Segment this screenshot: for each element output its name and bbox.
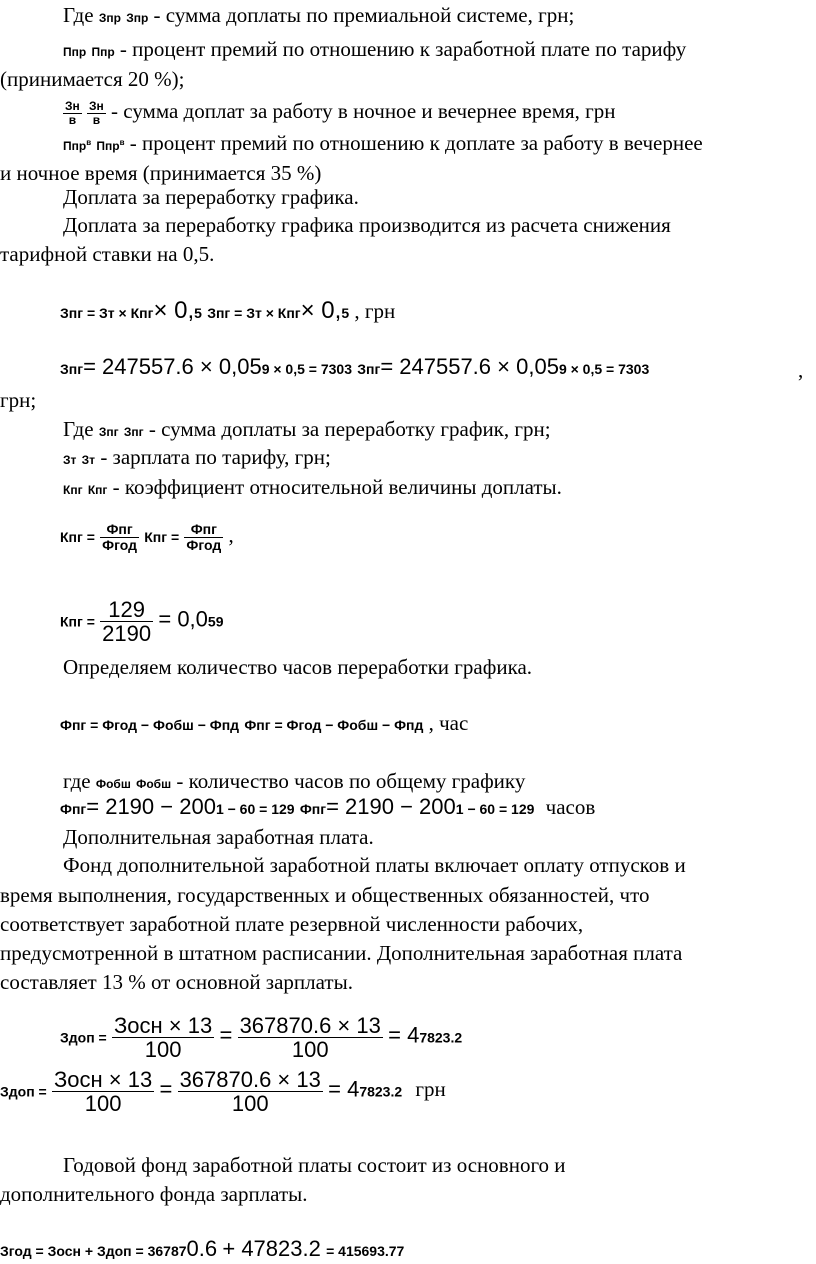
symbol-zt: Зт bbox=[81, 453, 96, 467]
formula-zgod: Згод = Зосн + Здоп = 367870.6 + 47823.2 = 415693.77 bbox=[0, 1236, 405, 1261]
formula-zdop-repeat: Здоп = $\frac{\text{Зосн × 13}}{100}$ = $\frac{367870.6 \times 13}{100}$ = 47823.2 грн bbox=[0, 1067, 446, 1117]
line-zpg-definition: Где Зпг Зпг - сумма доплаты за переработку график, грн; bbox=[63, 417, 551, 441]
unit-label: грн bbox=[415, 1077, 446, 1102]
text-line: Фонд дополнительной заработной платы включает оплату отпусков и bbox=[63, 853, 686, 877]
formula-zdop: Здоп = $\frac{\text{Зосн × 13}}{100}$ = $\frac{367870.6 \times 13}{100}$ = 47823.2 bbox=[60, 1013, 463, 1063]
line-ppr-definition bbox=[63, 36, 686, 65]
symbol-ppr: Ппр bbox=[91, 45, 115, 59]
symbol-kpg: Кпг bbox=[87, 483, 108, 497]
text-line: - процент премий по отношению к заработной плате по тарифу bbox=[119, 37, 687, 61]
text-line: время выполнения, государственных и общественных обязанностей, что bbox=[0, 883, 650, 907]
symbol-zpr: Зпр bbox=[98, 11, 121, 25]
line-zpr-definition bbox=[63, 2, 574, 31]
formula-fpg-calc: Фпг= 2190 − 2001 − 60 = 129 Фпг= 2190 − 2001 − 60 = 129 часов bbox=[60, 794, 596, 819]
unit-label: часов bbox=[545, 795, 596, 819]
line-ppr-night-definition bbox=[63, 130, 703, 159]
unit-label: , час bbox=[428, 711, 469, 735]
text-line: и ночное время (принимается 35 %) bbox=[0, 161, 322, 185]
text-line: составляет 13 % от основной зарплаты. bbox=[0, 970, 353, 994]
symbol-fobsh: Фобш bbox=[95, 777, 131, 791]
text-line: - количество часов по общему графику bbox=[176, 769, 526, 793]
formula-zpg-calc: Зпг= 247557.6 × 0,059 × 0,5 = 7303 Зпг= 247557.6 × 0,059 × 0,5 = 7303 bbox=[60, 354, 650, 379]
text-line: - сумма доплаты по премиальной системе, грн; bbox=[153, 3, 575, 27]
section-heading: Дополнительная заработная плата. bbox=[63, 825, 374, 849]
formula-zpg: Зпг = Зт × Кпг× 0,5 Зпг = Зт × Кпг× 0,5 , грн bbox=[60, 297, 396, 324]
section-heading: Доплата за переработку графика. bbox=[63, 185, 359, 209]
symbol-zn: $\frac{Зн}{в}$ bbox=[65, 99, 80, 127]
comma: , bbox=[798, 358, 804, 382]
text-line: Годовой фонд заработной платы состоит из основного и bbox=[63, 1153, 566, 1177]
line-kpg-definition bbox=[63, 474, 562, 503]
text-line: - коэффициент относительной величины доплаты. bbox=[112, 475, 562, 499]
text-line: Доплата за переработку графика производится из расчета снижения bbox=[63, 213, 671, 237]
symbol-ppr-night: Ппр$^в$ bbox=[96, 138, 125, 153]
symbol-zpg: Зпг bbox=[123, 425, 144, 439]
word-gde: Где bbox=[63, 3, 94, 27]
text-line: соответствует заработной плате резервной численности рабочих, bbox=[0, 912, 584, 936]
formula-kpg: Кпг = $\frac{\text{Фпг}}{\text{Фгод}}$ Кпг = $\frac{\text{Фпг}}{\text{Фгод}}$ , bbox=[60, 521, 234, 553]
line-zt-definition bbox=[63, 444, 331, 473]
symbol-ppr-night: Ппр$^в$ bbox=[63, 138, 92, 153]
symbol-zt: Зт bbox=[63, 453, 77, 467]
symbol-zpr: Зпр bbox=[126, 11, 149, 25]
text-line: (принимается 20 %); bbox=[0, 67, 185, 91]
symbol-zn: $\frac{Зн}{в}$ bbox=[89, 99, 104, 127]
text-line: - процент премий по отношению к доплате за работу в вечернее bbox=[129, 131, 703, 155]
symbol-ppr: Ппр bbox=[63, 45, 87, 59]
symbol-kpg: Кпг bbox=[63, 483, 83, 497]
text-line: дополнительного фонда зарплаты. bbox=[0, 1182, 308, 1206]
text-line: - сумма доплат за работу в ночное и вечернее время, грн bbox=[111, 99, 616, 123]
formula-kpg-calc: Кпг = $\frac{129}{2190}$ = 0,059 bbox=[60, 597, 224, 647]
text-line: предусмотренной в штатном расписании. Дополнительная заработная плата bbox=[0, 941, 683, 965]
text-line: тарифной ставки на 0,5. bbox=[0, 242, 215, 266]
text-line: Определяем количество часов переработки графика. bbox=[63, 655, 533, 679]
symbol-fobsh: Фобш bbox=[136, 777, 172, 791]
formula-fpg: Фпг = Фгод − Фобш − Фпд Фпг = Фгод − Фобш − Фпд , час bbox=[60, 711, 469, 735]
line-fobsh-definition: где Фобш Фобш - количество часов по общему графику bbox=[63, 769, 526, 793]
text-line: грн; bbox=[0, 388, 37, 412]
comma: , bbox=[228, 523, 234, 547]
unit-label: , грн bbox=[354, 299, 396, 323]
text-line: - сумма доплаты за переработку график, грн; bbox=[148, 417, 551, 441]
symbol-zpg: Зпг bbox=[98, 425, 119, 439]
text-line: - зарплата по тарифу, грн; bbox=[100, 445, 331, 469]
line-zn-definition bbox=[63, 98, 616, 126]
